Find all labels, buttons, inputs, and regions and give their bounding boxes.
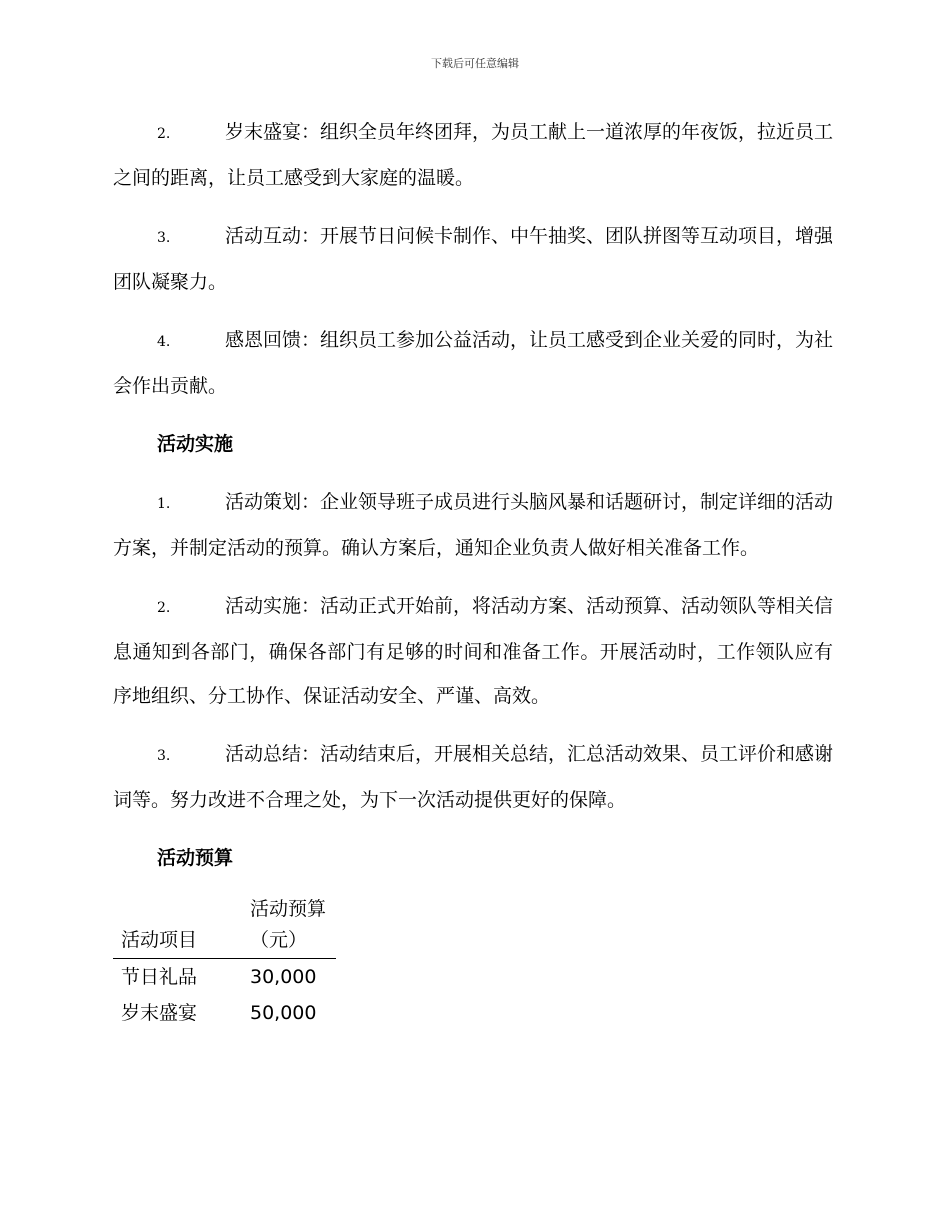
list-text: 感恩回馈：组织员工参加公益活动，让员工感受到企业关爱的同时，为社会作出贡献。 — [113, 329, 834, 397]
section-heading-budget: 活动预算 — [157, 847, 234, 869]
list-item — [113, 732, 833, 822]
table-cell: 50,000 — [250, 1002, 317, 1024]
list-number: 4. — [157, 334, 171, 350]
list-item — [113, 480, 833, 570]
list-item — [113, 584, 833, 718]
page-header: 下载后可任意编辑 — [431, 57, 519, 70]
list-text: 活动总结：活动结束后，开展相关总结，汇总活动效果、员工评价和感谢词等。努力改进不合理之处，为下一次活动提供更好的保障。 — [113, 743, 834, 811]
column-header-item: 活动项目 — [113, 894, 240, 959]
table-cell: 节日礼品 — [121, 966, 198, 988]
list-item — [113, 214, 833, 304]
list-text: 岁末盛宴：组织全员年终团拜，为员工献上一道浓厚的年夜饭，拉近员工之间的距离，让员工感受到大家庭的温暖。 — [113, 121, 834, 189]
table-header-row — [113, 894, 336, 959]
table-cell: 30,000 — [250, 966, 317, 988]
list-item — [113, 318, 833, 408]
document-body — [113, 110, 833, 1031]
list-number: 1. — [157, 496, 171, 512]
list-number: 2. — [157, 600, 171, 616]
list-number: 2. — [157, 126, 171, 142]
list-item — [113, 110, 833, 200]
budget-table — [113, 894, 336, 1031]
table-cell: 岁末盛宴 — [121, 1002, 198, 1024]
list-number: 3. — [157, 748, 171, 764]
list-text: 活动实施：活动正式开始前，将活动方案、活动预算、活动领队等相关信息通知到各部门，确保各部门有足够的时间和准备工作。开展活动时，工作领队应有序地组织、分工协作、保证活动安全、严谨、高效。 — [113, 595, 834, 707]
table-row — [113, 959, 336, 996]
column-header-budget: 活动预算（元） — [240, 894, 336, 959]
section-heading-implementation: 活动实施 — [157, 433, 234, 455]
list-text: 活动互动：开展节日问候卡制作、中午抽奖、团队拼图等互动项目，增强团队凝聚力。 — [113, 225, 834, 293]
list-text: 活动策划：企业领导班子成员进行头脑风暴和话题研讨，制定详细的活动方案，并制定活动的预算。确认方案后，通知企业负责人做好相关准备工作。 — [113, 491, 834, 559]
list-number: 3. — [157, 230, 171, 246]
table-row — [113, 995, 336, 1031]
